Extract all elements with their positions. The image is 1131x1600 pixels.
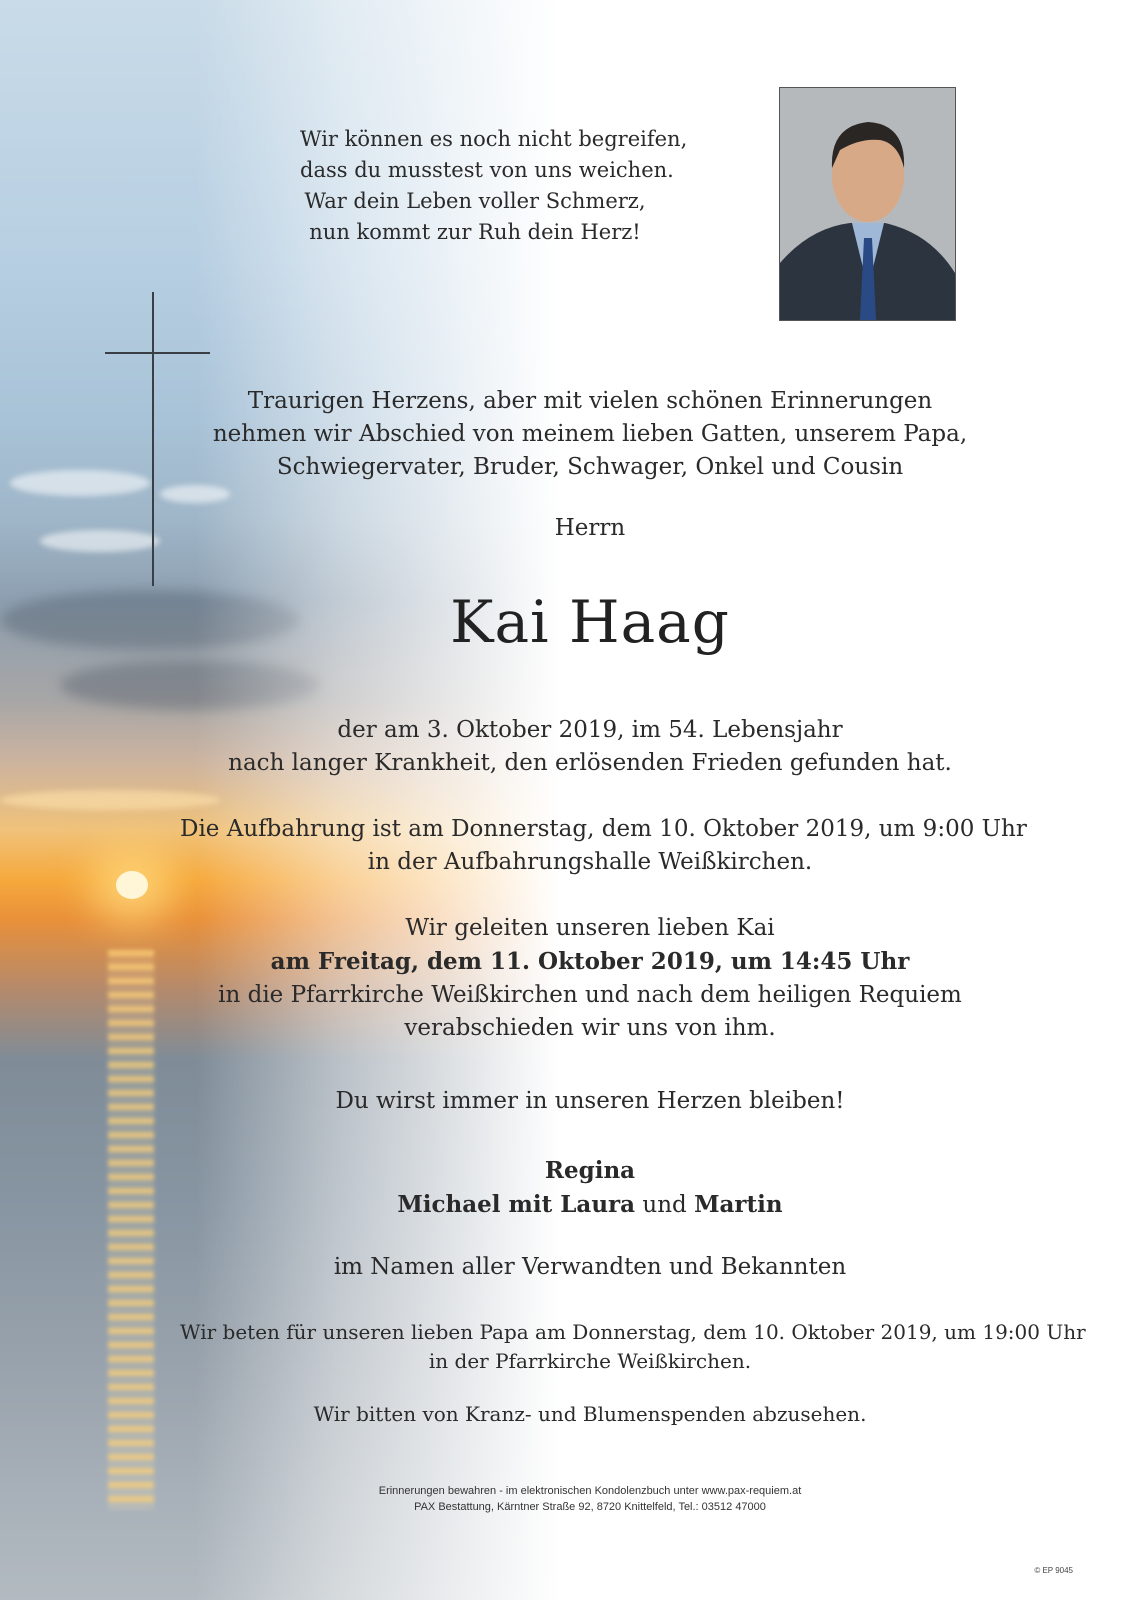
cloud [40,530,160,552]
cloud [10,470,150,496]
cross-icon-bar [105,352,210,354]
poem-line: dass du musstest von uns weichen. [300,158,674,182]
family-signature [180,1154,1000,1222]
viewing-line: in der Aufbahrungshalle Weißkirchen. [367,849,813,875]
footer [330,1483,850,1515]
relatives-line: im Namen aller Verwandten und Bekannten [333,1254,847,1280]
family-members-line [180,1188,1000,1222]
death-line: nach langer Krankheit, den erlösenden Frieden gefunden hat. [228,750,952,776]
deceased-name: Kai Haag [450,588,730,656]
intro-text [180,385,1000,484]
funeral-line: in die Pfarrkirche Weißkirchen und nach dem heiligen Requiem [218,982,962,1008]
death-line: der am 3. Oktober 2019, im 54. Lebensjahr [337,717,843,743]
poem-line: Wir können es noch nicht begreifen, [300,127,688,151]
closing-line: Du wirst immer in unseren Herzen bleiben! [335,1088,845,1114]
intro-line: Traurigen Herzens, aber mit vielen schönen Erinnerungen [247,388,933,414]
viewing-notice [180,813,1027,879]
portrait-photo [779,87,956,321]
funeral-line: verabschieden wir uns von ihm. [404,1015,776,1041]
family-and: und [635,1192,695,1218]
intro-line: nehmen wir Abschied von meinem lieben Gatten, unserem Papa, [212,421,968,447]
funeral-line: Wir geleiten unseren lieben Kai [405,915,775,941]
funeral-date-text: am Freitag, dem 11. Oktober 2019, um 14:45 Uhr [270,948,910,975]
cloud [60,660,320,710]
form-code: © EP 9045 [1034,1566,1073,1575]
intro-line: Schwiegervater, Bruder, Schwager, Onkel und Cousin [276,454,904,480]
viewing-line: Die Aufbahrung ist am Donnerstag, dem 10. Oktober 2019, um 9:00 Uhr [180,816,1027,842]
portrait-illustration [780,88,955,320]
poem [300,124,688,248]
poem-line: War dein Leben voller Schmerz, [304,189,646,213]
family-member-michael: Michael mit Laura [397,1191,636,1218]
flowers-request: Wir bitten von Kranz- und Blumenspenden abzusehen. [313,1402,867,1426]
footer-line: PAX Bestattung, Kärntner Straße 92, 8720 Knittelfeld, Tel.: 03512 47000 [414,1501,766,1513]
funeral-date [180,945,1000,979]
poem-line: nun kommt zur Ruh dein Herz! [309,220,641,244]
sun-reflection [108,950,154,1510]
cloud [160,485,230,503]
sun [116,871,148,899]
death-notice [180,714,1000,780]
footer-line: Erinnerungen bewahren - im elektronischen Kondolenzbuch unter www.pax-requiem.at [378,1485,802,1497]
family-member-martin: Martin [694,1191,783,1218]
funeral-notice [180,912,1000,1045]
salutation: Herrn [554,515,626,541]
family-member [180,1154,1000,1188]
prayer-line: Wir beten für unseren lieben Papa am Donnerstag, dem 10. Oktober 2019, um 19:00 Uhr [180,1320,1086,1344]
prayer-line: in der Pfarrkirche Weißkirchen. [428,1349,752,1373]
family-member-regina: Regina [544,1157,636,1184]
cloud [0,790,220,810]
cross-icon [152,292,154,586]
prayer-notice [180,1318,1086,1376]
